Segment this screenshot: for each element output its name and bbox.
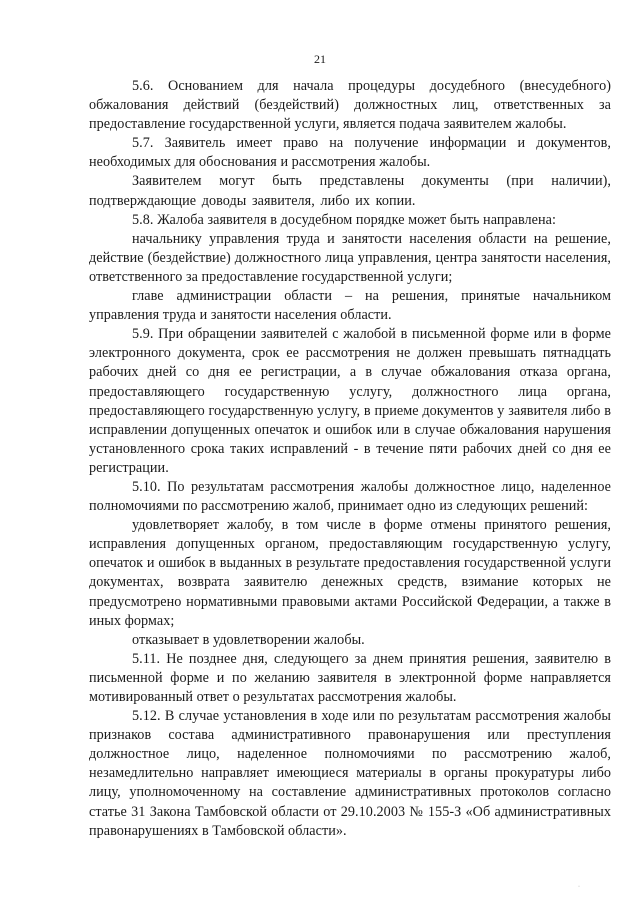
paragraph-5-7-documents: Заявителем могут быть представлены документы (при наличии), подтверждающие доводы заявителя, либо их копии. — [89, 173, 611, 209]
paragraph-5-11: 5.11. Не позднее дня, следующего за днем принятия решения, заявителю в письменной форме и по желанию заявителя в электронной форме направляется мотивированный ответ о результатах рассмотрения жалобы. — [89, 650, 611, 705]
paragraph-5-9: 5.9. При обращении заявителей с жалобой в письменной форме или в форме электронного документа, срок ее рассмотрения не должен превышать пятнадцать рабочих дней со дня ее регистрации, а в случае обжалования отказа органа, предоставляющего государственную услугу, должностного лица органа, предоставляющего государственную услугу, в приеме документов у заявителя либо в исправлении допущенных опечаток и ошибок или в случае обжалования нарушения установленного срока таких исправлений - в течение пяти рабочих дней со дня ее регистрации. — [89, 326, 611, 476]
document-body — [89, 77, 611, 841]
paragraph-5-10-decision-2: отказывает в удовлетворении жалобы. — [132, 631, 365, 648]
paragraph-5-10-decision-1: удовлетворяет жалобу, в том числе в форме отмены принятого решения, исправления допущенных органом, предоставляющим государственную услугу, опечаток и ошибок в выданных в результате предоставления государственной услуги документах, возврата заявителю денежных средств, взимание которых не предусмотрено нормативными правовыми актами Российской Федерации, а также в иных формах; — [89, 517, 611, 629]
paragraph-5-8-recipient-1: начальнику управления труда и занятости населения области на решение, действие (бездействие) должностного лица управления, центра занятости населения, ответственного за предоставление государственной услуги; — [89, 230, 611, 285]
scan-mark: · — [578, 884, 580, 890]
page-number: 21 — [314, 52, 326, 66]
paragraph-5-7: 5.7. Заявитель имеет право на получение информации и документов, необходимых для обоснования и рассмотрения жалобы. — [89, 135, 611, 171]
paragraph-5-10: 5.10. По результатам рассмотрения жалобы должностное лицо, наделенное полномочиями по рассмотрению жалоб, принимает одно из следующих решений: — [89, 478, 611, 515]
paragraph-5-6: 5.6. Основанием для начала процедуры досудебного (внесудебного) обжалования действий (бездействий) должностных лиц, ответственных за предоставление государственной услуги, является подача заявителем жалобы. — [89, 78, 611, 133]
paragraph-5-8-recipient-2: главе администрации области – на решения, принятые начальником управления труда и занятости населения области. — [89, 288, 611, 324]
paragraph-5-12: 5.12. В случае установления в ходе или по результатам рассмотрения жалобы признаков состава административного правонарушения или преступления должностное лицо, наделенное полномочиями по рассмотрению жалоб, незамедлительно направляет имеющиеся материалы в органы прокуратуры либо лицу, уполномоченному на составление административных протоколов согласно статье 31 Закона Тамбовской области от 29.10.2003 № 155-З «Об административных правонарушениях в Тамбовской области». — [89, 708, 611, 839]
paragraph-5-8: 5.8. Жалоба заявителя в досудебном порядке может быть направлена: — [132, 211, 557, 228]
